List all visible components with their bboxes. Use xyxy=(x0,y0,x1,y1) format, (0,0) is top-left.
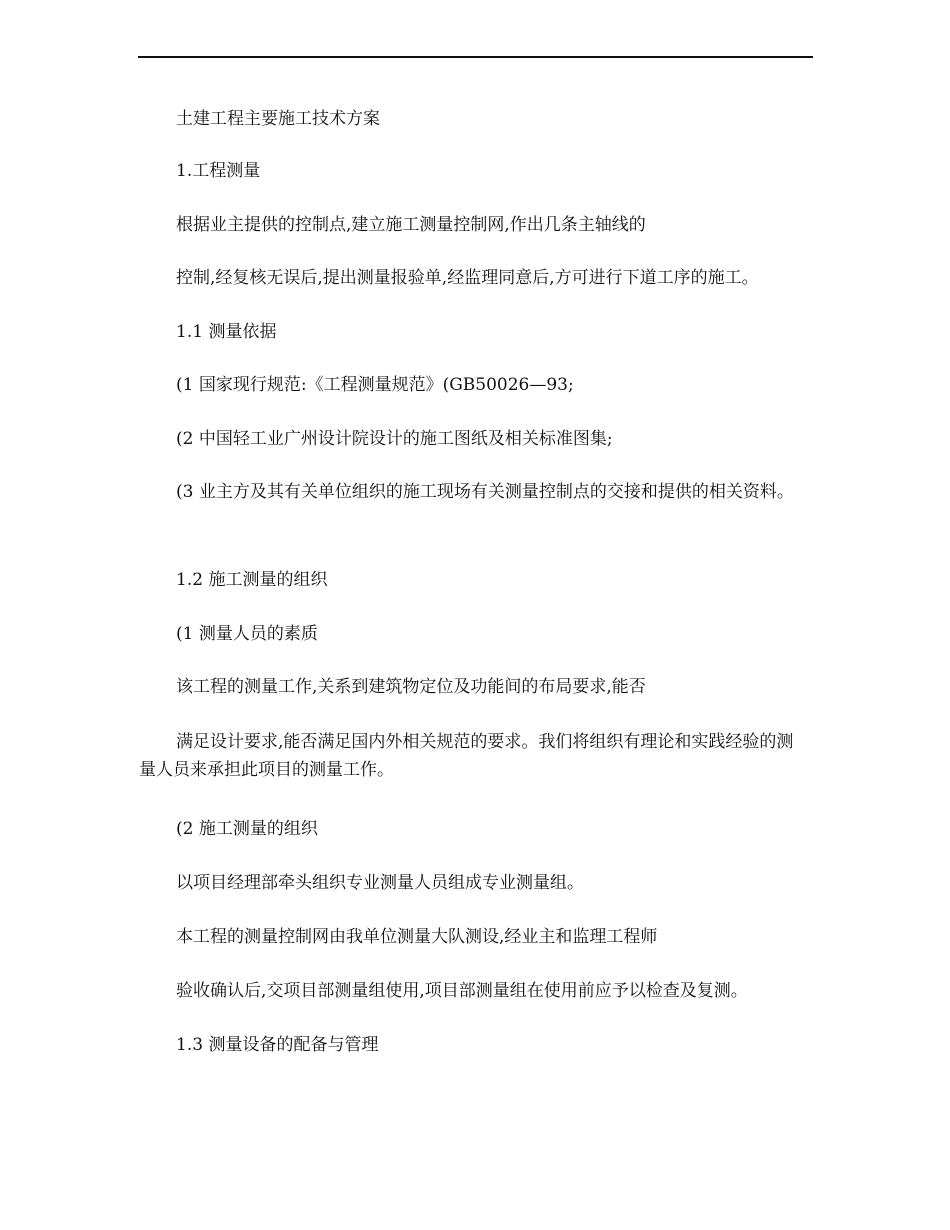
subsection-heading: 1.2 施工测量的组织 xyxy=(176,570,328,590)
body-paragraph: 控制,经复核无误后,提出测量报验单,经监理同意后,方可进行下道工序的施工。 xyxy=(176,268,759,288)
document-title: 土建工程主要施工技术方案 xyxy=(176,109,380,129)
body-paragraph: 满足设计要求,能否满足国内外相关规范的要求。我们将组织有理论和实践经验的测量人员来承担此项目的测量工作。 xyxy=(139,732,794,780)
body-paragraph: 验收确认后,交项目部测量组使用,项目部测量组在使用前应予以检查及复测。 xyxy=(176,981,748,1001)
body-paragraph: 以项目经理部牵头组织专业测量人员组成专业测量组。 xyxy=(176,873,584,893)
body-paragraph: 本工程的测量控制网由我单位测量大队测设,经业主和监理工程师 xyxy=(176,927,658,947)
header-rule xyxy=(138,56,813,58)
list-item: (1 测量人员的素质 xyxy=(176,624,318,644)
list-item: (2 中国轻工业广州设计院设计的施工图纸及相关标准图集; xyxy=(176,429,613,449)
subsection-heading: 1.3 测量设备的配备与管理 xyxy=(176,1035,379,1055)
list-item: (2 施工测量的组织 xyxy=(176,819,318,839)
body-paragraph: 根据业主提供的控制点,建立施工测量控制网,作出几条主轴线的 xyxy=(176,215,646,235)
list-item: (3 业主方及其有关单位组织的施工现场有关测量控制点的交接和提供的相关资料。 xyxy=(176,482,794,502)
subsection-heading: 1.1 测量依据 xyxy=(176,322,277,342)
body-paragraph: 该工程的测量工作,关系到建筑物定位及功能间的布局要求,能否 xyxy=(176,677,646,697)
section-heading: 1.工程测量 xyxy=(176,161,261,181)
list-item: (1 国家现行规范:《工程测量规范》(GB50026—93; xyxy=(176,375,574,395)
